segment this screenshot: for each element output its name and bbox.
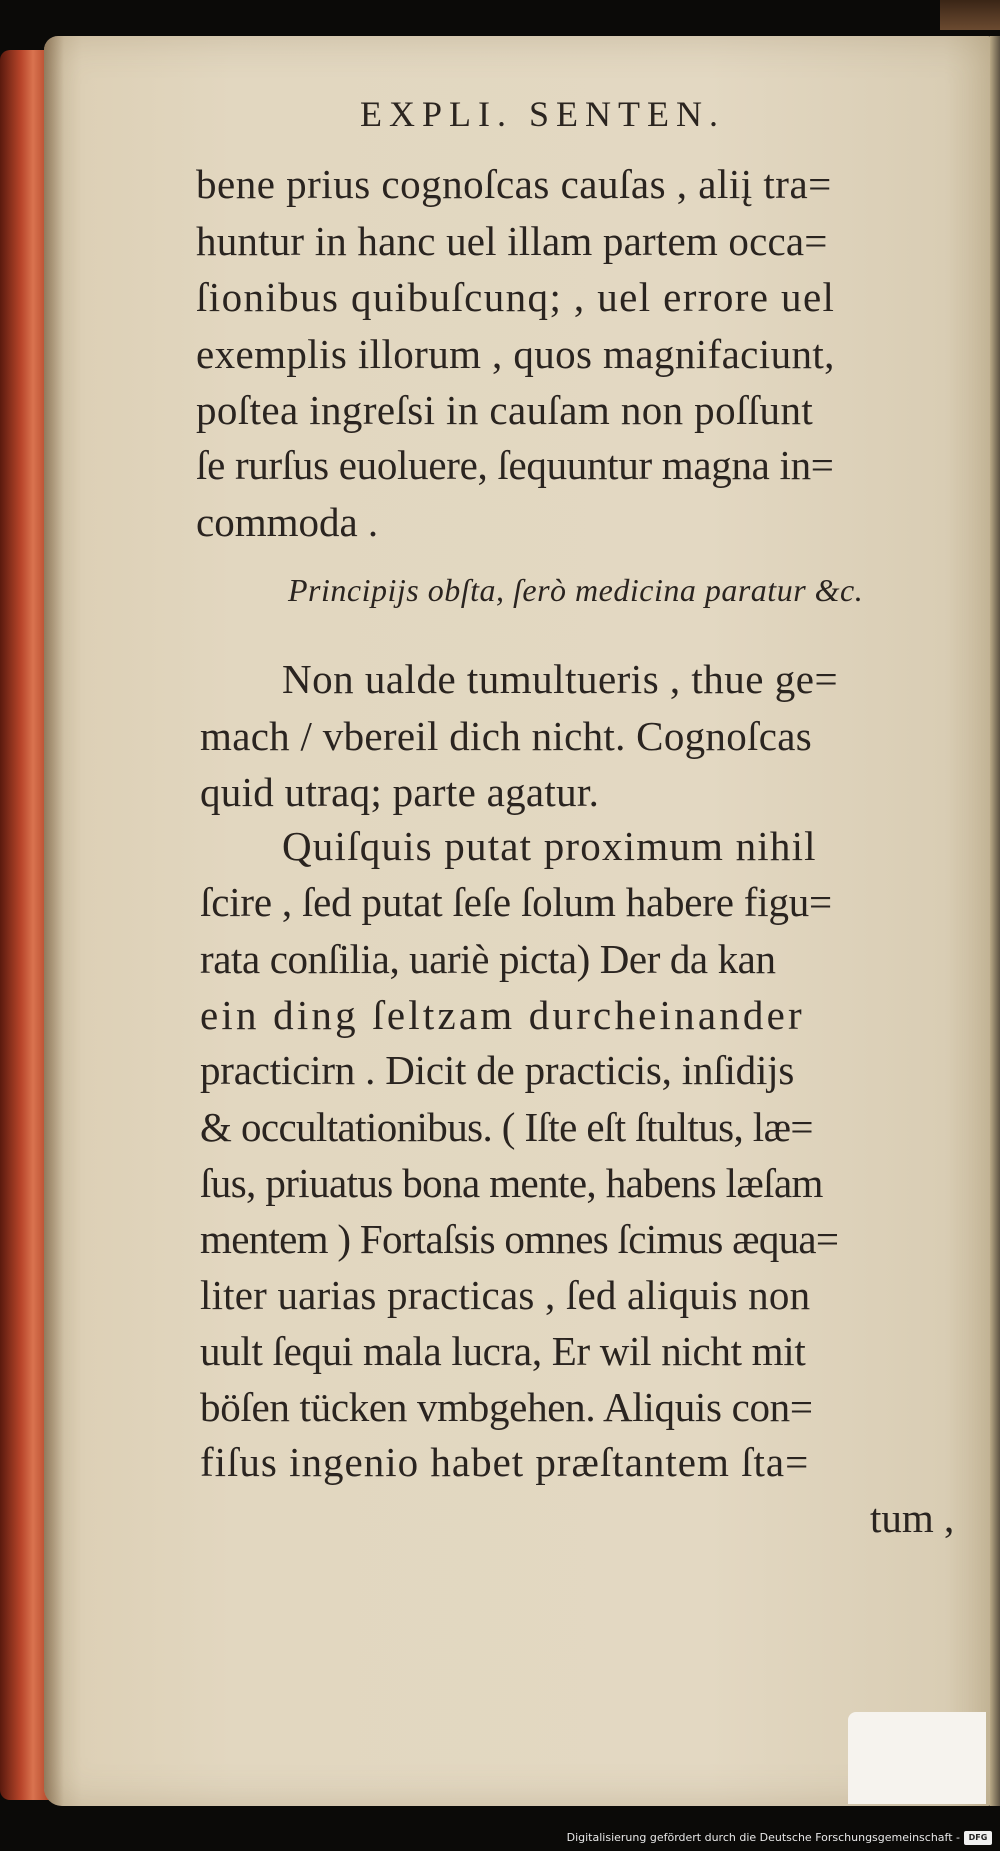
text-line: bene prius cognoſcas cauſas , aliį tra=: [196, 161, 832, 207]
text-line: fiſus ingenio habet præſtantem ſta=: [200, 1439, 810, 1485]
text-line: uult ſequi mala lucra, Er wil nicht mit: [200, 1328, 806, 1374]
text-line: liter uarias practicas , ſed aliquis non: [200, 1272, 811, 1318]
text-line: & occultationibus. ( Iſte eſt ſtultus, læ=: [200, 1104, 813, 1150]
text-line: exemplis illorum , quos magnifaciunt,: [196, 331, 835, 377]
text-line: mach / vbereil dich nicht. Cognoſcas: [200, 713, 812, 759]
text-line: ſcire , ſed putat ſeſe ſolum habere figu=: [200, 879, 832, 925]
dfg-logo-icon: DFG: [964, 1831, 992, 1845]
text-line: Quiſquis putat proximum nihil: [282, 823, 817, 869]
footer-credit: Digitalisierung gefördert durch die Deutsche Forschungsgemeinschaft -: [566, 1831, 960, 1844]
text-line: commoda .: [196, 499, 379, 545]
running-header: EXPLI. SENTEN.: [360, 94, 725, 134]
text-line: ſe rurſus euoluere, ſequuntur magna in=: [196, 442, 834, 488]
text-line: ſus, priuatus bona mente, habens læſam: [200, 1160, 823, 1206]
text-line: ſionibus quibuſcunq; , uel errore uel: [196, 274, 836, 320]
text-line: huntur in hanc uel illam partem occa=: [196, 218, 828, 264]
catchword: tum ,: [870, 1495, 955, 1541]
text-line: poſtea ingreſsi in cauſam non poſſunt: [196, 387, 814, 433]
motto-line: Principijs obſta, ſerò medicina paratur &c.: [288, 572, 864, 608]
text-line: practicirn . Dicit de practicis, inſidijs: [200, 1047, 795, 1093]
text-line: mentem ) Fortaſsis omnes ſcimus æqua=: [200, 1216, 839, 1262]
text-line: böſen tücken vmbgehen. Aliquis con=: [200, 1384, 813, 1430]
text-line: quid utraq; parte agatur.: [200, 769, 600, 815]
text-line: Non ualde tumultueris , thue ge=: [282, 656, 839, 702]
text-line: rata conſilia, uariè picta) Der da kan: [200, 936, 776, 982]
text-line: ein ding ſeltzam durcheinander: [200, 992, 805, 1038]
